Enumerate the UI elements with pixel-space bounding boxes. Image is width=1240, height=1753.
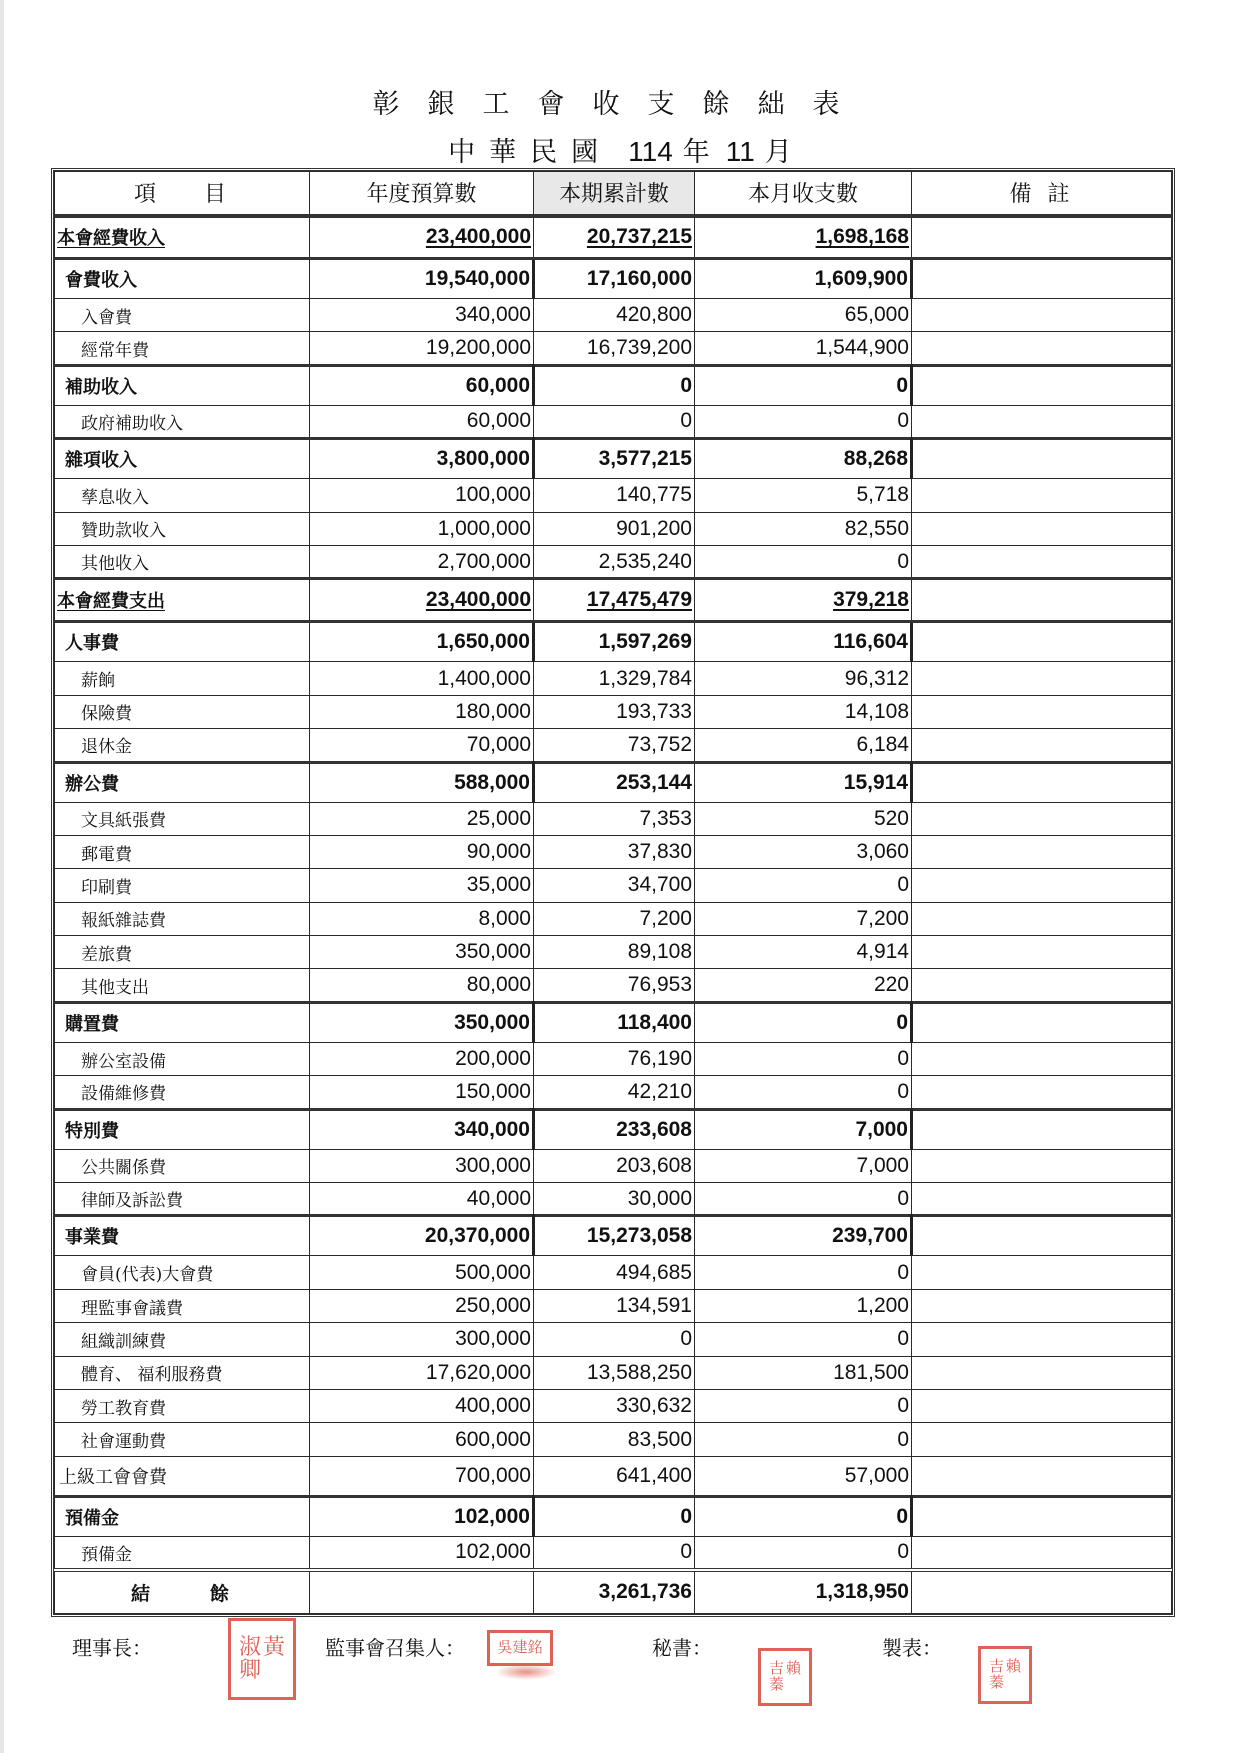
cell-budget: 102,000 [310, 1496, 534, 1536]
table-row [55, 545, 1172, 578]
cell-cumulative: 2,535,240 [534, 545, 695, 578]
table-row [55, 936, 1172, 969]
cell-month-underlined: 379,218 [833, 588, 909, 612]
cell-notes [912, 1389, 1172, 1422]
cell-month: 0 [695, 405, 912, 438]
period-year: 114 [628, 136, 673, 167]
cell-month: 1,318,950 [695, 1570, 912, 1614]
row-label: 會員(代表)大會費 [55, 1256, 310, 1289]
cell-budget-underlined: 23,400,000 [425, 225, 531, 249]
cell-cumulative-underlined: 17,475,479 [586, 588, 692, 612]
document-title: 彰銀工會收支餘絀表 [372, 89, 868, 120]
row-label: 律師及訴訟費 [55, 1183, 310, 1216]
cell-month: 0 [695, 1323, 912, 1356]
cell-budget [310, 579, 534, 622]
table-row [55, 1183, 1172, 1216]
cell-cumulative: 0 [534, 1496, 695, 1536]
table-row [55, 365, 1172, 405]
cell-month: 14,108 [695, 695, 912, 728]
cell-month: 65,000 [695, 299, 912, 332]
scan-page-edge [0, 0, 4, 1753]
cell-cumulative: 494,685 [534, 1256, 695, 1289]
cell-month: 96,312 [695, 662, 912, 695]
cell-month: 0 [695, 1389, 912, 1422]
cell-cumulative: 42,210 [534, 1076, 695, 1109]
cell-budget: 588,000 [310, 762, 534, 802]
row-label: 薪餉 [55, 662, 310, 695]
row-label: 購置費 [55, 1002, 310, 1042]
cell-cumulative: 901,200 [534, 512, 695, 545]
table-row [55, 216, 1172, 259]
period-month-unit: 月 [764, 137, 792, 168]
cell-cumulative: 76,953 [534, 969, 695, 1002]
row-label: 結餘 [55, 1570, 310, 1614]
row-label: 其他收入 [55, 545, 310, 578]
cell-budget: 1,650,000 [310, 622, 534, 662]
cell-cumulative: 7,200 [534, 902, 695, 935]
row-label: 事業費 [55, 1216, 310, 1256]
cell-notes [912, 762, 1172, 802]
row-label-underlined: 本會經費收入 [57, 228, 165, 250]
row-label: 政府補助收入 [55, 405, 310, 438]
cell-notes [912, 1570, 1172, 1614]
cell-budget: 340,000 [310, 1109, 534, 1149]
cell-cumulative: 34,700 [534, 869, 695, 902]
cell-budget: 300,000 [310, 1323, 534, 1356]
preparer-seal-stamp: 賴 吉 蓁 [978, 1646, 1032, 1704]
table-row [55, 902, 1172, 935]
cell-month: 0 [695, 1002, 912, 1042]
row-label: 辦公費 [55, 762, 310, 802]
cell-notes [912, 479, 1172, 512]
cell-cumulative: 0 [534, 365, 695, 405]
cell-cumulative: 641,400 [534, 1456, 695, 1496]
table-row [55, 1076, 1172, 1109]
cell-cumulative: 0 [534, 405, 695, 438]
cell-notes [912, 216, 1172, 259]
cell-month: 0 [695, 1256, 912, 1289]
table-row [55, 1256, 1172, 1289]
row-label: 上級工會會費 [55, 1456, 310, 1496]
cell-notes [912, 579, 1172, 622]
table-row [55, 479, 1172, 512]
supervisor-seal-stamp: 吳建銘 [487, 1630, 553, 1666]
cell-budget: 350,000 [310, 936, 534, 969]
cell-notes [912, 1042, 1172, 1075]
cell-month: 88,268 [695, 439, 912, 479]
row-label [55, 216, 310, 259]
table-row [55, 512, 1172, 545]
table-row-balance [55, 1570, 1172, 1614]
cell-budget [310, 1570, 534, 1614]
cell-budget: 19,200,000 [310, 332, 534, 365]
table-row [55, 1109, 1172, 1149]
cell-budget [310, 216, 534, 259]
cell-budget: 150,000 [310, 1076, 534, 1109]
cell-month: 7,200 [695, 902, 912, 935]
table-row [55, 662, 1172, 695]
cell-budget: 1,000,000 [310, 512, 534, 545]
cell-notes [912, 902, 1172, 935]
cell-notes [912, 936, 1172, 969]
period-month: 11 [725, 136, 755, 167]
table-row [55, 1042, 1172, 1075]
cell-cumulative: 76,190 [534, 1042, 695, 1075]
row-label: 郵電費 [55, 835, 310, 868]
row-label: 差旅費 [55, 936, 310, 969]
cell-cumulative: 1,329,784 [534, 662, 695, 695]
cell-budget: 180,000 [310, 695, 534, 728]
cell-budget: 20,370,000 [310, 1216, 534, 1256]
cell-month: 0 [695, 1183, 912, 1216]
chairman-seal-stamp: 黃 淑 卿 [228, 1618, 296, 1700]
row-label: 會費收入 [55, 259, 310, 299]
row-label: 社會運動費 [55, 1423, 310, 1456]
table-row [55, 1216, 1172, 1256]
cell-month: 116,604 [695, 622, 912, 662]
cell-budget: 17,620,000 [310, 1356, 534, 1389]
cell-cumulative: 330,632 [534, 1389, 695, 1422]
row-label: 文具紙張費 [55, 802, 310, 835]
table-row [55, 1323, 1172, 1356]
cell-notes [912, 332, 1172, 365]
row-label: 辦公室設備 [55, 1042, 310, 1075]
row-label-underlined: 本會經費支出 [57, 591, 165, 613]
stamp-smudge [495, 1664, 557, 1680]
cell-month: 57,000 [695, 1456, 912, 1496]
period-prefix: 中華民國 [448, 137, 613, 168]
cell-cumulative: 1,597,269 [534, 622, 695, 662]
cell-cumulative: 253,144 [534, 762, 695, 802]
cell-budget: 300,000 [310, 1149, 534, 1182]
cell-notes [912, 299, 1172, 332]
secretary-label: 秘書： [652, 1636, 712, 1660]
cell-cumulative: 193,733 [534, 695, 695, 728]
cell-notes [912, 729, 1172, 762]
cell-month: 0 [695, 1496, 912, 1536]
row-label: 贊助款收入 [55, 512, 310, 545]
row-label: 保險費 [55, 695, 310, 728]
preparer-label: 製表： [882, 1636, 942, 1660]
cell-notes [912, 259, 1172, 299]
cell-cumulative: 15,273,058 [534, 1216, 695, 1256]
row-label: 公共關係費 [55, 1149, 310, 1182]
cell-budget: 25,000 [310, 802, 534, 835]
cell-notes [912, 1356, 1172, 1389]
row-label: 設備維修費 [55, 1076, 310, 1109]
header-period-cumulative: 本期累計數 [534, 172, 695, 216]
cell-notes [912, 802, 1172, 835]
row-label: 經常年費 [55, 332, 310, 365]
header-item: 項目 [55, 172, 310, 216]
cell-cumulative: 83,500 [534, 1423, 695, 1456]
cell-notes [912, 1323, 1172, 1356]
table-row [55, 695, 1172, 728]
cell-budget: 60,000 [310, 365, 534, 405]
cell-month: 5,718 [695, 479, 912, 512]
row-label: 體育、 福利服務費 [55, 1356, 310, 1389]
cell-month [695, 579, 912, 622]
cell-cumulative: 134,591 [534, 1289, 695, 1322]
cell-notes [912, 1076, 1172, 1109]
cell-budget: 350,000 [310, 1002, 534, 1042]
header-notes: 備註 [912, 172, 1172, 216]
cell-notes [912, 545, 1172, 578]
table-row [55, 1536, 1172, 1569]
cell-budget-underlined: 23,400,000 [425, 588, 531, 612]
cell-cumulative: 7,353 [534, 802, 695, 835]
cell-notes [912, 662, 1172, 695]
table-row [55, 762, 1172, 802]
cell-month: 0 [695, 545, 912, 578]
cell-notes [912, 835, 1172, 868]
cell-cumulative: 3,261,736 [534, 1570, 695, 1614]
cell-cumulative: 118,400 [534, 1002, 695, 1042]
period-year-unit: 年 [682, 137, 710, 168]
cell-budget: 35,000 [310, 869, 534, 902]
cell-budget: 3,800,000 [310, 439, 534, 479]
table-row [55, 579, 1172, 622]
row-label: 印刷費 [55, 869, 310, 902]
cell-notes [912, 1496, 1172, 1536]
cell-month: 0 [695, 1423, 912, 1456]
cell-month-underlined: 1,698,168 [815, 225, 909, 249]
cell-budget: 90,000 [310, 835, 534, 868]
cell-notes [912, 1216, 1172, 1256]
cell-budget: 2,700,000 [310, 545, 534, 578]
table-header-row [55, 172, 1172, 216]
cell-notes [912, 1109, 1172, 1149]
row-label: 入會費 [55, 299, 310, 332]
cell-budget: 102,000 [310, 1536, 534, 1569]
cell-notes [912, 512, 1172, 545]
cell-cumulative: 37,830 [534, 835, 695, 868]
cell-budget: 40,000 [310, 1183, 534, 1216]
table-row [55, 729, 1172, 762]
cell-cumulative: 0 [534, 1536, 695, 1569]
table-row [55, 1149, 1172, 1182]
header-month-amount: 本月收支數 [695, 172, 912, 216]
cell-notes [912, 622, 1172, 662]
cell-month: 520 [695, 802, 912, 835]
row-label: 退休金 [55, 729, 310, 762]
cell-month: 0 [695, 1536, 912, 1569]
table-row [55, 439, 1172, 479]
table-row [55, 1423, 1172, 1456]
income-expense-table [51, 168, 1175, 1617]
cell-cumulative: 203,608 [534, 1149, 695, 1182]
cell-notes [912, 695, 1172, 728]
cell-month: 0 [695, 365, 912, 405]
cell-cumulative [534, 216, 695, 259]
cell-budget: 700,000 [310, 1456, 534, 1496]
table-row [55, 1356, 1172, 1389]
cell-budget: 80,000 [310, 969, 534, 1002]
table-row [55, 405, 1172, 438]
cell-cumulative: 420,800 [534, 299, 695, 332]
cell-notes [912, 1149, 1172, 1182]
cell-budget: 340,000 [310, 299, 534, 332]
cell-cumulative: 140,775 [534, 479, 695, 512]
secretary-seal-stamp: 賴 吉 蓁 [758, 1648, 812, 1706]
cell-notes [912, 439, 1172, 479]
table-row [55, 802, 1172, 835]
table-row [55, 1002, 1172, 1042]
table-row [55, 869, 1172, 902]
cell-month: 0 [695, 869, 912, 902]
table-row [55, 835, 1172, 868]
cell-month: 1,609,900 [695, 259, 912, 299]
cell-cumulative: 13,588,250 [534, 1356, 695, 1389]
cell-month: 239,700 [695, 1216, 912, 1256]
row-label: 補助收入 [55, 365, 310, 405]
row-label: 人事費 [55, 622, 310, 662]
cell-month: 6,184 [695, 729, 912, 762]
cell-notes [912, 1536, 1172, 1569]
cell-notes [912, 869, 1172, 902]
row-label: 特別費 [55, 1109, 310, 1149]
cell-month: 15,914 [695, 762, 912, 802]
cell-budget: 100,000 [310, 479, 534, 512]
cell-notes [912, 969, 1172, 1002]
table-row [55, 259, 1172, 299]
table-row [55, 1289, 1172, 1322]
row-label: 報紙雜誌費 [55, 902, 310, 935]
cell-budget: 1,400,000 [310, 662, 534, 695]
row-label: 組織訓練費 [55, 1323, 310, 1356]
row-label: 孳息收入 [55, 479, 310, 512]
cell-budget: 19,540,000 [310, 259, 534, 299]
cell-notes [912, 1289, 1172, 1322]
cell-cumulative: 17,160,000 [534, 259, 695, 299]
cell-budget: 70,000 [310, 729, 534, 762]
cell-month: 1,544,900 [695, 332, 912, 365]
cell-month: 82,550 [695, 512, 912, 545]
cell-budget: 500,000 [310, 1256, 534, 1289]
cell-budget: 200,000 [310, 1042, 534, 1075]
row-label: 理監事會議費 [55, 1289, 310, 1322]
cell-month: 3,060 [695, 835, 912, 868]
cell-cumulative: 3,577,215 [534, 439, 695, 479]
cell-notes [912, 405, 1172, 438]
cell-month: 0 [695, 1042, 912, 1075]
cell-month: 7,000 [695, 1149, 912, 1182]
cell-month: 4,914 [695, 936, 912, 969]
cell-cumulative-underlined: 20,737,215 [586, 225, 692, 249]
cell-budget: 8,000 [310, 902, 534, 935]
cell-month: 0 [695, 1076, 912, 1109]
table-row [55, 332, 1172, 365]
row-label: 勞工教育費 [55, 1389, 310, 1422]
chairman-label: 理事長： [72, 1636, 152, 1660]
cell-month: 1,200 [695, 1289, 912, 1322]
table-row [55, 969, 1172, 1002]
table-row [55, 1456, 1172, 1496]
document-period [0, 130, 1240, 169]
cell-notes [912, 1423, 1172, 1456]
row-label: 其他支出 [55, 969, 310, 1002]
table-row [55, 1496, 1172, 1536]
table-row [55, 1389, 1172, 1422]
cell-notes [912, 1256, 1172, 1289]
cell-month: 7,000 [695, 1109, 912, 1149]
cell-month [695, 216, 912, 259]
cell-cumulative: 30,000 [534, 1183, 695, 1216]
cell-cumulative: 73,752 [534, 729, 695, 762]
table-row [55, 622, 1172, 662]
cell-budget: 400,000 [310, 1389, 534, 1422]
table-row [55, 299, 1172, 332]
supervisor-label: 監事會召集人： [325, 1636, 465, 1660]
cell-notes [912, 1183, 1172, 1216]
cell-cumulative: 89,108 [534, 936, 695, 969]
cell-notes [912, 1002, 1172, 1042]
cell-budget: 60,000 [310, 405, 534, 438]
row-label: 預備金 [55, 1536, 310, 1569]
header-annual-budget: 年度預算數 [310, 172, 534, 216]
cell-budget: 250,000 [310, 1289, 534, 1322]
cell-month: 220 [695, 969, 912, 1002]
cell-cumulative [534, 579, 695, 622]
cell-cumulative: 233,608 [534, 1109, 695, 1149]
row-label [55, 579, 310, 622]
cell-budget: 600,000 [310, 1423, 534, 1456]
cell-cumulative: 0 [534, 1323, 695, 1356]
cell-notes [912, 365, 1172, 405]
row-label: 預備金 [55, 1496, 310, 1536]
cell-notes [912, 1456, 1172, 1496]
cell-month: 181,500 [695, 1356, 912, 1389]
cell-cumulative: 16,739,200 [534, 332, 695, 365]
row-label: 雜項收入 [55, 439, 310, 479]
